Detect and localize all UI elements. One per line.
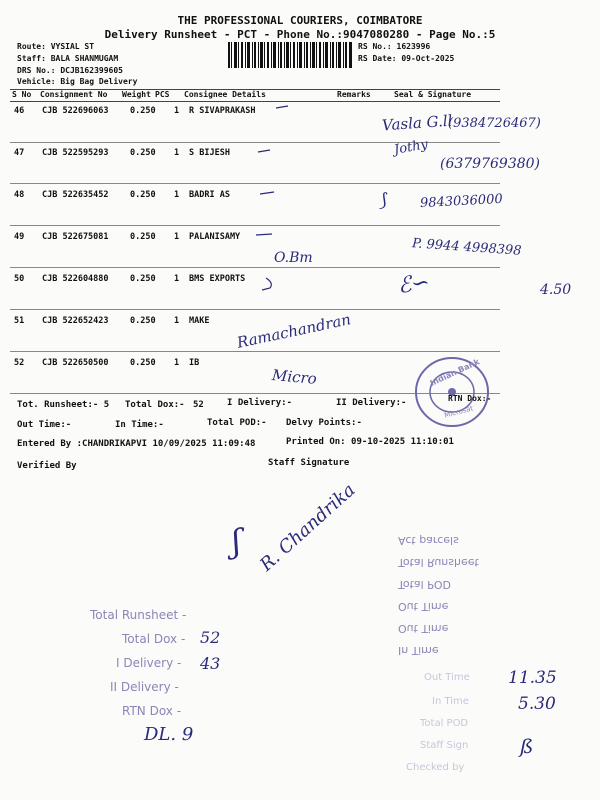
signature-row-47: Jothy bbox=[392, 137, 430, 158]
company-name: THE PROFESSIONAL COURIERS, COIMBATORE bbox=[177, 14, 423, 27]
pad-total-pod: Total POD bbox=[420, 718, 469, 729]
cell-consignment: CJB 522604880 bbox=[42, 274, 109, 284]
cell-consignment: CJB 522652423 bbox=[42, 316, 109, 326]
phone-row-48: 9843036000 bbox=[419, 191, 504, 212]
cell-sno: 46 bbox=[14, 106, 25, 116]
col-consignee: Consignee Details bbox=[184, 90, 266, 99]
pad-out-time: Out Time bbox=[424, 672, 470, 683]
mirror-line: Out Time bbox=[398, 600, 449, 613]
col-seal: Seal & Signature bbox=[394, 90, 472, 99]
signature-row-46: Vasla G.ll bbox=[381, 111, 453, 135]
cell-weight: 0.250 bbox=[130, 358, 156, 368]
total-dox-label: Total Dox:- bbox=[125, 400, 185, 410]
cell-pcs: 1 bbox=[174, 190, 180, 200]
cell-consignment: CJB 522635452 bbox=[42, 190, 109, 200]
ii-delivery-label: II Delivery:- bbox=[336, 398, 407, 408]
cell-pcs: 1 bbox=[174, 232, 180, 242]
phone-row-49: P. 9944 4998398 bbox=[411, 236, 522, 259]
cell-consignee: PALANISAMY bbox=[189, 232, 241, 242]
pad-checked-by: Checked by bbox=[406, 762, 465, 773]
cell-pcs: 1 bbox=[174, 316, 180, 326]
phone-row-46: (9384726467) bbox=[448, 116, 541, 131]
entered-by: Entered By :CHANDRIKAPVI 10/09/2025 11:09:48 bbox=[17, 439, 256, 449]
cell-consignee: MAKE bbox=[189, 316, 210, 326]
signature-row-51: Ramachandran bbox=[235, 310, 353, 352]
rs-number: RS No.: 1623996 bbox=[358, 42, 431, 51]
pad-in-time: In Time bbox=[432, 696, 469, 707]
staff-signature: R. Chandrika bbox=[256, 479, 360, 576]
cell-sno: 49 bbox=[14, 232, 25, 242]
cell-consignee: IB bbox=[189, 358, 200, 368]
delvy-points-label: Delvy Points:- bbox=[286, 418, 362, 428]
barcode bbox=[228, 42, 352, 68]
cell-consignee: S BIJESH bbox=[189, 148, 230, 158]
pad-out-time-value: 11.35 bbox=[508, 668, 557, 688]
pad-total-runsheet: Total Runsheet - bbox=[90, 608, 187, 622]
col-sno: S No bbox=[12, 90, 32, 99]
vehicle: Vehicle: Big Bag Delivery bbox=[17, 77, 138, 86]
mirror-line: In Time bbox=[398, 644, 439, 657]
mirror-line: Out Time bbox=[398, 622, 449, 635]
verifier-signature: ʃ bbox=[230, 521, 243, 561]
cell-sno: 47 bbox=[14, 148, 25, 158]
col-remarks: Remarks bbox=[337, 90, 371, 99]
mirror-line: Act parcels bbox=[398, 534, 459, 547]
mirror-line: Total POD bbox=[398, 578, 451, 591]
cell-weight: 0.250 bbox=[130, 232, 156, 242]
pad-rtn-dox: RTN Dox - bbox=[122, 704, 182, 718]
cell-sno: 52 bbox=[14, 358, 25, 368]
mirrored-stamp bbox=[398, 534, 508, 657]
out-time-label: Out Time:- bbox=[17, 420, 72, 430]
mirror-line: Total Runsheet bbox=[398, 556, 479, 569]
total-dox-value: 52 bbox=[193, 400, 204, 410]
cell-weight: 0.250 bbox=[130, 274, 156, 284]
pad-total-dox-value: 52 bbox=[200, 628, 221, 647]
col-weight: Weight bbox=[122, 90, 151, 99]
route: Route: VYSIAL ST bbox=[17, 42, 95, 51]
col-consignment: Consignment No bbox=[40, 90, 108, 99]
staff: Staff: BALA SHANMUGAM bbox=[17, 54, 119, 63]
cell-pcs: 1 bbox=[174, 358, 180, 368]
cell-sno: 48 bbox=[14, 190, 25, 200]
cell-consignment: CJB 522675081 bbox=[42, 232, 109, 242]
rs-date: RS Date: 09-Oct-2025 bbox=[358, 54, 455, 63]
cell-consignment: CJB 522595293 bbox=[42, 148, 109, 158]
pad-i-delivery-value: 43 bbox=[200, 654, 221, 673]
cell-consignment: CJB 522696063 bbox=[42, 106, 109, 116]
staff-signature-label: Staff Signature bbox=[268, 458, 350, 468]
name-row-49: O.Bm bbox=[274, 250, 313, 266]
name-row-52: Micro bbox=[271, 366, 318, 388]
pad-in-time-value: 5.30 bbox=[518, 694, 556, 714]
printed-on: Printed On: 09-10-2025 11:10:01 bbox=[286, 437, 454, 447]
bank-stamp bbox=[406, 352, 498, 432]
pad-dl-note: DL. 9 bbox=[144, 724, 194, 745]
total-pod-label: Total POD:- bbox=[207, 418, 267, 428]
in-time-label: In Time:- bbox=[115, 420, 164, 430]
cell-sno: 50 bbox=[14, 274, 25, 284]
verified-by: Verified By bbox=[17, 461, 77, 471]
i-delivery-label: I Delivery:- bbox=[227, 398, 293, 408]
cell-consignee: BMS EXPORTS bbox=[189, 274, 246, 284]
handwritten-dashes bbox=[240, 100, 300, 360]
cell-weight: 0.250 bbox=[130, 316, 156, 326]
cell-consignee: BADRI AS bbox=[189, 190, 230, 200]
cell-weight: 0.250 bbox=[130, 148, 156, 158]
signature-row-50: ℰ∽ bbox=[396, 269, 432, 300]
cell-pcs: 1 bbox=[174, 274, 180, 284]
signature-row-48: ⟆ bbox=[380, 190, 388, 211]
col-pcs: PCS bbox=[155, 90, 170, 99]
cell-consignee: R SIVAPRAKASH bbox=[189, 106, 256, 116]
runsheet-title: Delivery Runsheet - PCT - Phone No.:9047080280 - Page No.:5 bbox=[104, 28, 496, 41]
pad-i-delivery: I Delivery - bbox=[116, 656, 182, 670]
cell-pcs: 1 bbox=[174, 148, 180, 158]
time-row-50: 4.50 bbox=[540, 282, 572, 298]
cell-pcs: 1 bbox=[174, 106, 180, 116]
cell-sno: 51 bbox=[14, 316, 25, 326]
pad-ii-delivery: II Delivery - bbox=[110, 680, 179, 694]
rtn-dox-label: RTN Dox:- bbox=[448, 394, 492, 403]
stamp-branch: Microsat bbox=[443, 404, 475, 420]
cell-weight: 0.250 bbox=[130, 190, 156, 200]
pad-total-dox: Total Dox - bbox=[122, 632, 186, 646]
drs-number: DRS No.: DCJB162399605 bbox=[17, 66, 123, 75]
stamp-bank-name: Indian Bank bbox=[428, 357, 481, 388]
phone-row-47: (6379769380) bbox=[440, 156, 540, 172]
pad-staff-sign: Staff Sign bbox=[420, 740, 469, 751]
tot-runsheet: Tot. Runsheet:- 5 bbox=[17, 400, 110, 410]
cell-consignment: CJB 522650500 bbox=[42, 358, 109, 368]
cell-weight: 0.250 bbox=[130, 106, 156, 116]
pad-staff-sign-mark: ß bbox=[520, 734, 534, 758]
